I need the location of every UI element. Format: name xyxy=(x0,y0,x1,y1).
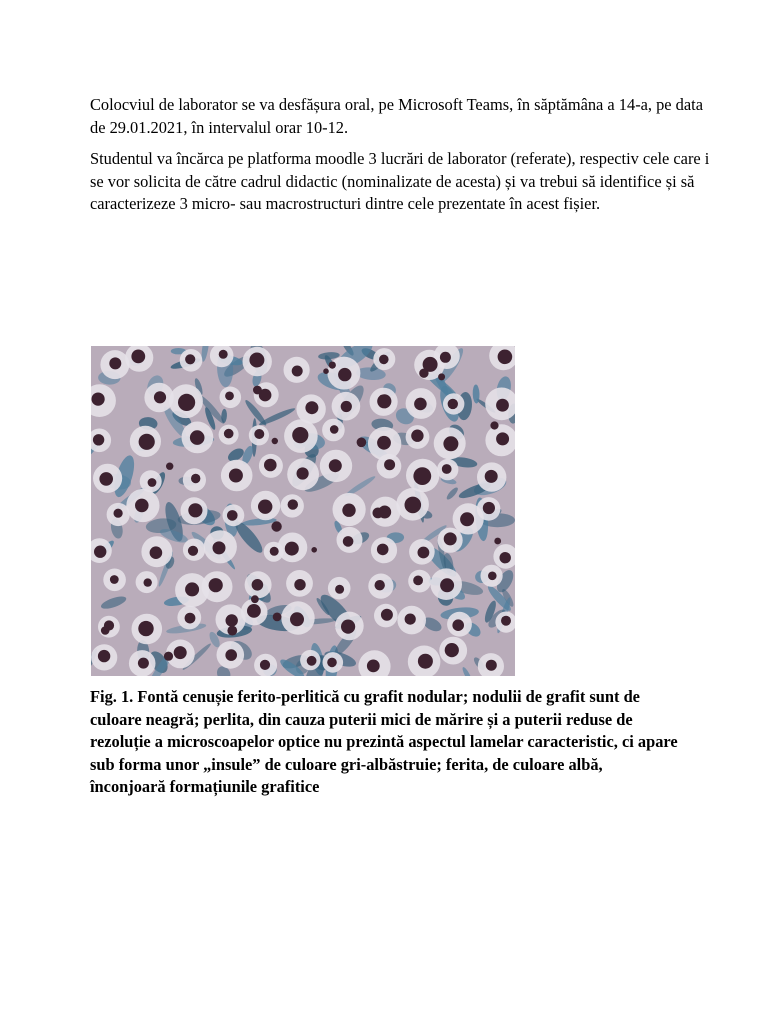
graphite-nodule xyxy=(307,656,317,666)
graphite-nodule xyxy=(311,547,317,553)
graphite-nodule xyxy=(327,658,337,668)
graphite-nodule xyxy=(144,578,152,586)
graphite-nodule xyxy=(258,500,272,514)
graphite-nodule xyxy=(442,464,452,474)
graphite-nodule xyxy=(379,355,389,365)
graphite-nodule xyxy=(253,386,262,395)
graphite-nodule xyxy=(99,472,113,486)
graphite-nodule xyxy=(224,429,234,439)
graphite-nodule xyxy=(413,576,423,586)
graphite-nodule xyxy=(227,510,238,521)
graphite-nodule xyxy=(110,575,119,584)
graphite-nodule xyxy=(93,434,104,445)
graphite-nodule xyxy=(92,393,105,406)
graphite-nodule xyxy=(150,546,163,559)
graphite-nodule xyxy=(191,474,200,483)
graphite-nodule xyxy=(329,459,342,472)
graphite-nodule xyxy=(444,532,457,545)
graphite-nodule xyxy=(188,546,198,556)
graphite-nodule xyxy=(297,467,309,479)
graphite-nodule xyxy=(114,509,123,518)
graphite-nodule xyxy=(377,394,391,408)
graphite-nodule xyxy=(138,658,149,669)
graphite-nodule xyxy=(185,354,195,364)
graphite-nodule xyxy=(288,499,298,509)
graphite-nodule xyxy=(188,503,202,517)
graphite-nodule xyxy=(109,357,121,369)
graphite-nodule xyxy=(418,547,430,559)
graphite-nodule xyxy=(292,427,308,443)
graphite-nodule xyxy=(272,438,278,444)
graphite-nodule xyxy=(138,621,153,636)
graphite-nodule xyxy=(94,546,106,558)
graphite-nodule xyxy=(375,580,385,590)
micrograph-image xyxy=(91,346,515,676)
graphite-nodule xyxy=(338,368,351,381)
graphite-nodule xyxy=(367,660,380,673)
graphite-nodule xyxy=(448,399,458,409)
graphite-nodule xyxy=(330,425,339,434)
graphite-nodule xyxy=(247,604,261,618)
paragraph-exam-info: Colocviul de laborator se va desfășura oral, pe Microsoft Teams, în săptămâna a 14-a, pe data de 29.01.2021, în intervalul orar 10-12. xyxy=(90,95,703,137)
graphite-nodule xyxy=(486,660,497,671)
graphite-nodule xyxy=(251,595,259,603)
graphite-nodule xyxy=(384,459,395,470)
graphite-nodule xyxy=(131,350,145,364)
graphite-nodule xyxy=(381,609,393,621)
graphite-nodule xyxy=(323,368,329,374)
graphite-nodule xyxy=(496,399,509,412)
graphite-nodule xyxy=(271,521,281,531)
paragraph-student-instructions: Studentul va încărca pe platforma moodle 3 lucrări de laborator (referate), respectiv cele care i se vor solicita de către cadrul didactic (nominalizate de acesta) și va trebui să identifice și să caracterizeze 3 micro- sau macrostructuri dintre cele prezentate în acest fișier. xyxy=(90,149,710,213)
graphite-nodule xyxy=(413,467,431,485)
graphite-nodule xyxy=(411,430,423,442)
graphite-nodule xyxy=(260,660,270,670)
graphite-nodule xyxy=(290,612,304,626)
graphite-nodule xyxy=(342,504,355,517)
graphite-nodule xyxy=(440,352,451,363)
graphite-nodule xyxy=(219,350,228,359)
graphite-nodule xyxy=(405,614,416,625)
graphite-nodule xyxy=(174,646,187,659)
graphite-nodule xyxy=(264,459,277,472)
graphite-nodule xyxy=(178,394,195,411)
graphite-nodule xyxy=(498,350,513,365)
graphite-nodule xyxy=(273,613,282,622)
graphite-nodule xyxy=(229,469,243,483)
graphite-nodule xyxy=(377,544,389,556)
graphite-nodule xyxy=(373,508,384,519)
graphite-nodule xyxy=(500,552,511,563)
graphite-nodule xyxy=(329,362,336,369)
graphite-nodule xyxy=(249,353,264,368)
graphite-nodule xyxy=(490,421,498,429)
graphite-nodule xyxy=(101,626,110,635)
graphite-nodule xyxy=(445,643,459,657)
graphite-nodule xyxy=(190,430,205,445)
graphite-nodule xyxy=(414,398,427,411)
graphite-nodule xyxy=(139,434,155,450)
graphite-nodule xyxy=(501,616,511,626)
graphite-nodule xyxy=(452,619,464,631)
graphite-nodule xyxy=(443,436,458,451)
graphite-nodule xyxy=(227,626,237,636)
graphite-nodule xyxy=(254,429,264,439)
graphite-nodule xyxy=(343,536,354,547)
graphite-nodule xyxy=(252,579,264,591)
graphite-nodule xyxy=(154,391,166,403)
graphite-nodule xyxy=(419,369,428,378)
graphite-nodule xyxy=(185,613,196,624)
graphite-nodule xyxy=(166,463,173,470)
graphite-nodule xyxy=(213,541,226,554)
graphite-nodule xyxy=(357,438,367,448)
graphite-nodule xyxy=(185,582,199,596)
graphite-nodule xyxy=(405,497,422,514)
graphite-nodule xyxy=(225,649,237,661)
graphite-nodule xyxy=(418,654,433,669)
graphite-nodule xyxy=(135,499,149,513)
graphite-nodule xyxy=(341,620,355,634)
graphite-nodule xyxy=(305,401,318,414)
figure-caption: Fig. 1. Fontă cenușie ferito-perlitică cu grafit nodular; nodulii de grafit sunt de culoare neagră; perlita, din cauza puterii mici de mărire și a puterii reduse de rezoluție a microscoapelor optice nu prezintă aspectul lamelar caracteristic, ci apare sub forma unor „insule” de culoare gri-albăstruie; ferita, de culoare albă, înconjoară formațiunile grafitice xyxy=(90,687,678,796)
graphite-nodule xyxy=(294,579,305,590)
graphite-nodule xyxy=(438,373,445,380)
graphite-nodule xyxy=(485,470,498,483)
graphite-nodule xyxy=(377,436,391,450)
graphite-nodule xyxy=(496,432,509,445)
graphite-nodule xyxy=(494,538,501,545)
graphite-nodule xyxy=(225,392,234,401)
graphite-nodule xyxy=(98,650,110,662)
graphite-nodule xyxy=(341,401,352,412)
graphite-nodule xyxy=(483,502,495,514)
graphite-nodule xyxy=(460,512,474,526)
graphite-nodule xyxy=(270,547,279,556)
graphite-nodule xyxy=(335,585,344,594)
graphite-nodule xyxy=(148,478,157,487)
graphite-nodule xyxy=(440,578,454,592)
graphite-nodule xyxy=(292,366,303,377)
graphite-nodule xyxy=(164,652,173,661)
graphite-nodule xyxy=(488,572,497,581)
graphite-nodule xyxy=(226,614,238,626)
graphite-nodule xyxy=(285,542,299,556)
graphite-nodule xyxy=(209,578,223,592)
